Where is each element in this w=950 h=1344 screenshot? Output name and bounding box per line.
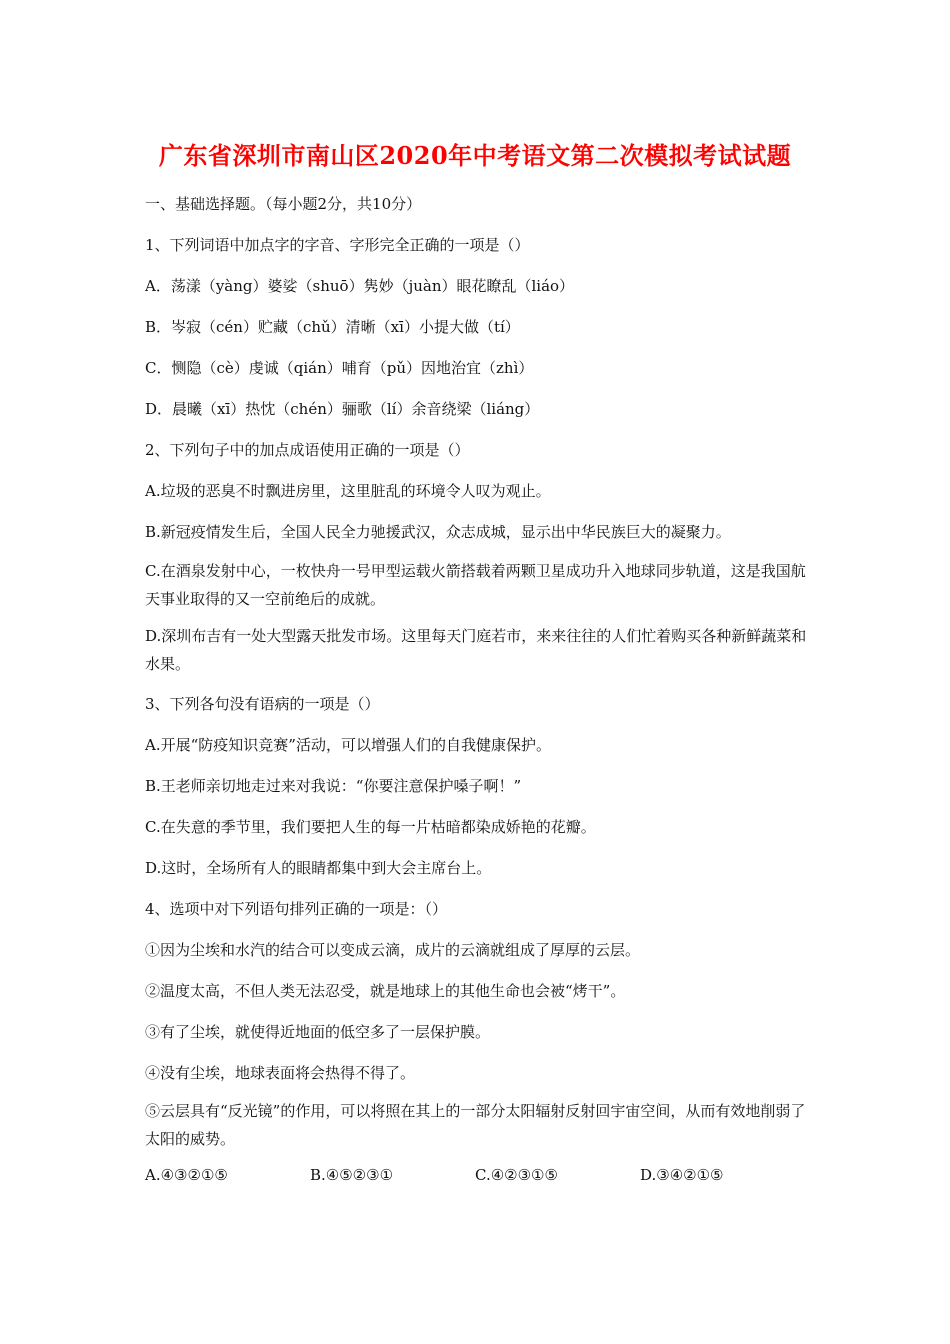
question-3-option-a: A.开展“防疫知识竞赛”活动，可以增强人们的自我健康保护。 bbox=[145, 736, 551, 754]
question-4-sentence-4: ④没有尘埃，地球表面将会热得不得了。 bbox=[145, 1064, 416, 1082]
question-2-option-b: B.新冠疫情发生后，全国人民全力驰援武汉，众志成城，显示出中华民族巨大的凝聚力。 bbox=[145, 523, 731, 541]
question-4-stem: 4、选项中对下列语句排列正确的一项是：（） bbox=[145, 900, 448, 918]
question-3-option-c: C.在失意的季节里，我们要把人生的每一片枯暗都染成娇艳的花瓣。 bbox=[145, 818, 596, 836]
question-4-option-a: A.④③②①⑤ bbox=[145, 1166, 228, 1184]
question-4-option-b: B.④⑤②③① bbox=[310, 1166, 394, 1184]
question-1-stem: 1、下列词语中加点字的字音、字形完全正确的一项是（） bbox=[145, 236, 530, 254]
question-1-option-d: D．晨曦（xī）热忱（chén）骊歌（lí）余音绕梁（liáng） bbox=[145, 400, 540, 418]
question-4-sentence-3: ③有了尘埃，就使得近地面的低空多了一层保护膜。 bbox=[145, 1023, 491, 1041]
question-3-stem: 3、下列各句没有语病的一项是（） bbox=[145, 695, 380, 713]
question-2-option-c: C.在酒泉发射中心，一枚快舟一号甲型运载火箭搭载着两颗卫星成功升入地球同步轨道，这是我国航天事业取得的又一空前绝后的成就。 bbox=[145, 562, 806, 608]
question-4-sentence-5: ⑤云层具有“反光镜”的作用，可以将照在其上的一部分太阳辐射反射回宇宙空间，从而有效地削弱了太阳的威势。 bbox=[145, 1102, 806, 1148]
question-1-option-c: C．恻隐（cè）虔诚（qián）哺育（pǔ）因地治宜（zhì） bbox=[145, 359, 534, 377]
question-4-sentence-1: ①因为尘埃和水汽的结合可以变成云滴，成片的云滴就组成了厚厚的云层。 bbox=[145, 941, 641, 959]
section-heading: 一、基础选择题。（每小题2分，共10分） bbox=[145, 195, 422, 213]
question-2-stem: 2、下列句子中的加点成语使用正确的一项是（） bbox=[145, 441, 470, 459]
question-2-option-d: D.深圳布吉有一处大型露天批发市场。这里每天门庭若市，来来往往的人们忙着购买各种新鲜蔬菜和水果。 bbox=[145, 627, 807, 673]
page-title: 广东省深圳市南山区2020年中考语文第二次模拟考试试题 bbox=[158, 141, 792, 170]
question-4-sentence-2: ②温度太高，不但人类无法忍受，就是地球上的其他生命也会被“烤干”。 bbox=[145, 982, 626, 1000]
question-3-option-b: B.王老师亲切地走过来对我说：“你要注意保护嗓子啊！” bbox=[145, 777, 522, 795]
question-1-option-b: B．岑寂（cén）贮藏（chǔ）清晰（xī）小提大做（tí） bbox=[145, 318, 520, 336]
question-1-option-a: A．荡漾（yàng）婆娑（shuō）隽妙（juàn）眼花瞭乱（liáo） bbox=[145, 277, 575, 295]
question-3-option-d: D.这时，全场所有人的眼睛都集中到大会主席台上。 bbox=[145, 859, 492, 877]
question-4-option-c: C.④②③①⑤ bbox=[475, 1166, 558, 1184]
question-2-option-a: A.垃圾的恶臭不时飘进房里，这里脏乱的环境令人叹为观止。 bbox=[145, 482, 551, 500]
question-4-option-d: D.③④②①⑤ bbox=[640, 1166, 724, 1184]
